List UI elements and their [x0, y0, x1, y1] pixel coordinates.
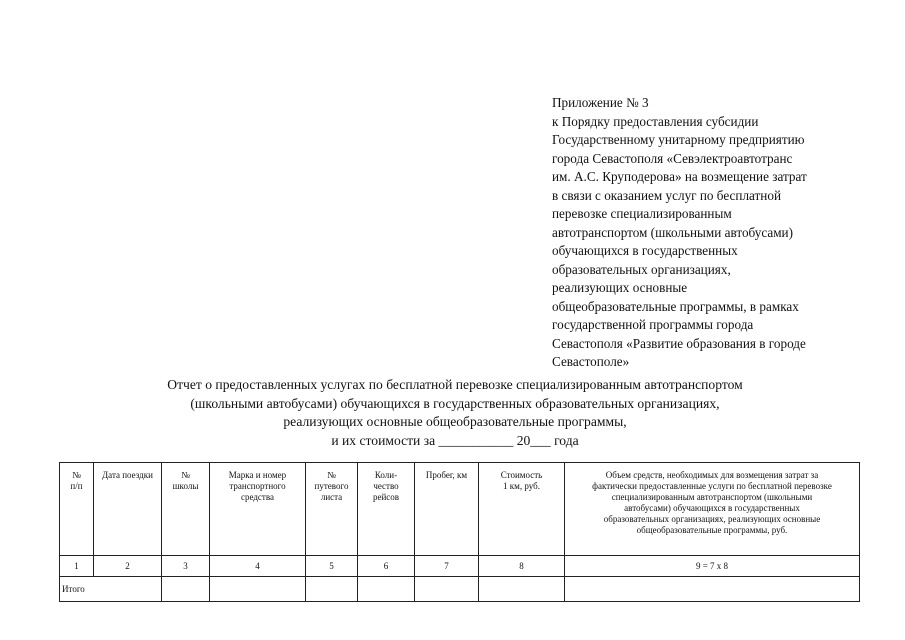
header-cell-number: № п/п: [60, 463, 94, 556]
appendix-line: Государственному унитарному предприятию: [552, 132, 805, 147]
report-title-line: и их стоимости за ___________ 20___ года: [331, 432, 579, 448]
appendix-line: города Севастополя «Севэлектроавтотранс: [552, 150, 793, 166]
column-number: 9 = 7 х 8: [565, 556, 860, 577]
appendix-line: Севастополя «Развитие образования в городе: [552, 335, 806, 351]
column-number-row: [60, 556, 860, 577]
column-number: 2: [94, 556, 162, 577]
appendix-line: образовательных организациях,: [552, 261, 731, 277]
total-cell: [479, 577, 565, 602]
total-row: [60, 577, 860, 602]
column-number: 3: [162, 556, 210, 577]
header-cell-mileage: Пробег, км: [415, 463, 479, 556]
total-cell: [358, 577, 415, 602]
report-title: [60, 376, 850, 450]
total-cell: [306, 577, 358, 602]
column-number: 5: [306, 556, 358, 577]
column-number: 1: [60, 556, 94, 577]
appendix-line: Приложение № 3: [552, 95, 649, 110]
appendix-line: перевозке специализированным: [552, 206, 732, 221]
appendix-line: Севастополе»: [552, 354, 630, 369]
header-cell-waybill: № путевого листа: [306, 463, 358, 556]
header-cell-trips: Коли- чество рейсов: [358, 463, 415, 556]
appendix-line: реализующих основные: [552, 280, 688, 295]
report-title-line: реализующих основные общеобразовательные программы,: [283, 414, 627, 429]
appendix-line: автотранспортом (школьными автобусами): [552, 224, 793, 240]
header-cell-school: № школы: [162, 463, 210, 556]
appendix-line: обучающихся в государственных: [552, 243, 738, 258]
report-title-line: (школьными автобусами) обучающихся в государственных образовательных организациях,: [190, 395, 720, 411]
appendix-line: к Порядку предоставления субсидии: [552, 113, 759, 129]
header-cell-total-funds: Объем средств, необходимых для возмещения затрат за фактически предоставленные услуги по бесплатной перевозке специализированным автотранспортом (школьными автобусами) обучающихся в государственных образовательных организациях, реализующих основные общеобразовательные программы, руб.: [565, 463, 860, 556]
header-cell-date: Дата поездки: [94, 463, 162, 556]
total-cell: [162, 577, 210, 602]
column-number: 7: [415, 556, 479, 577]
header-cell-cost-per-km: Стоимость 1 км, руб.: [479, 463, 565, 556]
header-cell-vehicle: Марка и номер транспортного средства: [210, 463, 306, 556]
appendix-line: государственной программы города: [552, 317, 754, 332]
column-number: 8: [479, 556, 565, 577]
report-table: [59, 462, 860, 602]
total-cell: [415, 577, 479, 602]
appendix-line: в связи с оказанием услуг по бесплатной: [552, 187, 782, 203]
total-cell: [210, 577, 306, 602]
column-number: 6: [358, 556, 415, 577]
appendix-line: им. А.С. Круподерова» на возмещение затрат: [552, 169, 807, 184]
column-number: 4: [210, 556, 306, 577]
appendix-line: общеобразовательные программы, в рамках: [552, 298, 799, 314]
appendix-block: [552, 94, 872, 372]
report-title-line: Отчет о предоставленных услугах по бесплатной перевозке специализированным автотранспортом: [167, 377, 743, 392]
total-label: Итого: [60, 577, 162, 602]
total-cell: [565, 577, 860, 602]
